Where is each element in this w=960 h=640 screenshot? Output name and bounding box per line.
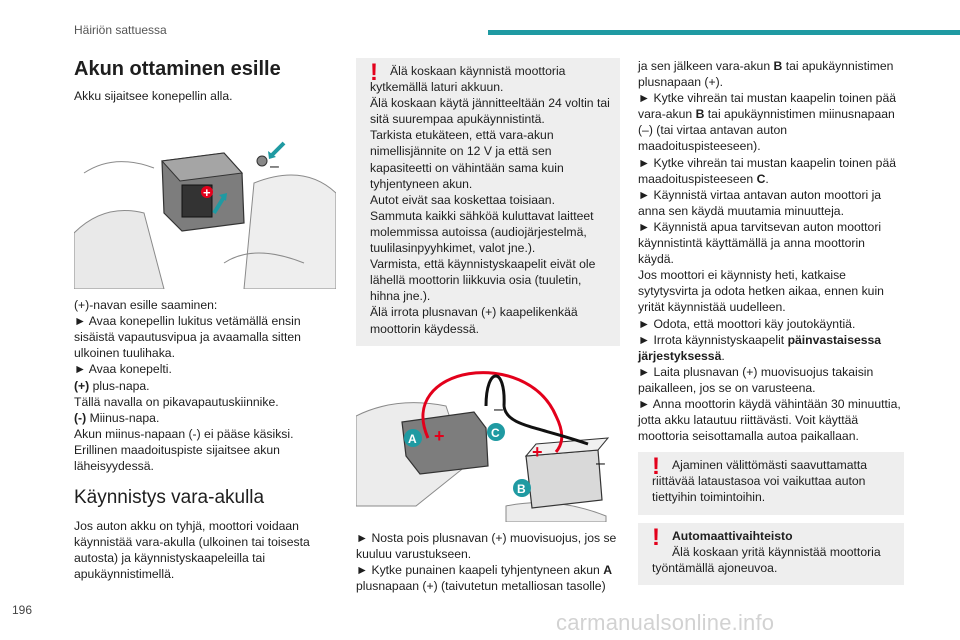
warning-line: Tarkista etukäteen, että vara-akun nimellisjännite on 12 V ja että sen kapasiteetti on vähintään sama kuin tyhjentyneen akun. bbox=[370, 128, 564, 191]
minus-label: – bbox=[596, 454, 605, 472]
warning-box-jumpstart bbox=[356, 58, 620, 346]
minus-terminal-desc: (-) Miinus-napa. bbox=[74, 410, 160, 425]
label-a: A bbox=[408, 431, 417, 446]
step-connect-red: ► Kytke punainen kaapeli tyhjentyneen akun A plusnapaan (+) (taivutetun metalliosan tasolle) bbox=[356, 562, 612, 593]
warning-line: Varmista, että käynnistyskaapelit eivät ole lähellä moottorin liikkuvia osia (tuuletin, hihna jne.). bbox=[370, 257, 596, 304]
column-1 bbox=[74, 58, 336, 583]
plus-label: + bbox=[532, 441, 543, 462]
warning-text: Älä koskaan yritä käynnistää moottoria työntämällä ajoneuvoa. bbox=[652, 544, 881, 575]
plus-label: + bbox=[203, 185, 211, 201]
header-accent-bar bbox=[488, 30, 960, 35]
column-2 bbox=[356, 58, 620, 594]
step-release-bonnet: ► Avaa konepellin lukitus vetämällä ensin sisäistä vapautusvipua ja avaamalla sitten ulkoinen tuulihaka. bbox=[74, 314, 301, 361]
retry-note: Jos moottori ei käynnisty heti, katkaise sytytysvirta ja odota hetken aikaa, ennen kuin yrität käynnistää uudelleen. bbox=[638, 268, 884, 315]
label-c: C bbox=[491, 425, 500, 440]
step-open-bonnet: ► Avaa konepelti. bbox=[74, 362, 172, 377]
step-continue: ja sen jälkeen vara-akun B tai apukäynnistimen plusnapaan (+). bbox=[638, 59, 894, 90]
battery-location-text: Akku sijaitsee konepellin alla. bbox=[74, 89, 233, 103]
warning-line: Älä koskaan käynnistä moottoria kytkemällä laturi akkuun. bbox=[370, 64, 566, 95]
plus-terminal-note: Tällä navalla on pikavapautuskiinnike. bbox=[74, 394, 279, 409]
warning-line: Älä irrota plusnavan (+) kaapelikenkää moottorin käydessä. bbox=[370, 305, 578, 336]
warning-line: Sammuta kaikki sähköä kuluttavat laitteet molemmissa autoissa (audiojärjestelmä, tuulilasinpyyhkimet, valot jne.). bbox=[370, 208, 594, 256]
plus-label: + bbox=[434, 425, 445, 446]
step-run-engine: ► Anna moottorin käydä vähintään 30 minuuttia, jotta akku latautuu riittävästi. Voit käyttää moottoria seisottamalla autoa paikallaan. bbox=[638, 396, 901, 444]
step-connect-black: ► Kytke vihreän tai mustan kaapelin toinen pää vara-akun B tai apukäynnistimen miinusnapaan (–) (tai virtaa antavan auton maadoituspisteeseen). bbox=[638, 91, 896, 154]
warning-icon: ! bbox=[652, 523, 660, 551]
label-b: B bbox=[517, 481, 526, 496]
warning-icon: ! bbox=[652, 453, 660, 481]
step-remove-cover: ► Nosta pois plusnavan (+) muovisuojus, jos se kuuluu varustukseen. bbox=[356, 530, 617, 561]
jump-cables-illustration bbox=[356, 356, 620, 522]
step-start-engine: ► Käynnistä apua tarvitsevan auton moottori käynnistintä käyttämällä ja anna moottorin käydä. bbox=[638, 219, 882, 267]
warning-line: Autot eivät saa koskettaa toisiaan. bbox=[370, 192, 555, 207]
warning-title: Automaattivaihteisto bbox=[672, 528, 793, 543]
warning-icon: ! bbox=[370, 59, 378, 86]
warning-box-auto-gearbox bbox=[638, 523, 904, 585]
step-connect-ground: ► Kytke vihreän tai mustan kaapelin toinen pää maadoituspisteeseen C. bbox=[638, 155, 896, 186]
page-number: 196 bbox=[12, 603, 33, 617]
watermark: carmanualsonline.info bbox=[556, 610, 775, 635]
step-refit-cover: ► Laita plusnavan (+) muovisuojus takaisin paikalleen, jos se on varusteena. bbox=[638, 364, 874, 395]
running-header: Häiriön sattuessa bbox=[74, 23, 167, 37]
minus-label: – bbox=[270, 158, 279, 176]
ground-point bbox=[257, 156, 267, 166]
jump-start-intro: Jos auton akku on tyhjä, moottori voidaan käynnistää vara-akulla (ulkoinen tai toisesta autosta) ja käynnistyskaapeleilla tai apukäynnistimellä. bbox=[74, 519, 310, 582]
minus-label: – bbox=[494, 400, 503, 418]
battery-illustration bbox=[74, 113, 336, 289]
step-start-donor: ► Käynnistä virtaa antavan auton moottori ja anna sen käydä muutamia minuutteja. bbox=[638, 187, 882, 218]
step-disconnect: ► Irrota käynnistyskaapelit päinvastaisessa järjestyksessä. bbox=[638, 332, 882, 363]
warning-text: Ajaminen välittömästi saavuttamatta riittävää lataustasoa voi vaikuttaa auton tiettyihin toimintoihin. bbox=[652, 458, 868, 505]
step-idle: ► Odota, että moottori käy joutokäyntiä. bbox=[638, 316, 856, 331]
plus-access-label: (+)-navan esille saaminen: bbox=[74, 298, 218, 313]
warning-box-charge bbox=[638, 452, 904, 514]
heading-battery-access: Akun ottaminen esille bbox=[74, 58, 281, 80]
column-3 bbox=[638, 58, 904, 585]
plus-terminal-desc: (+) plus-napa. bbox=[74, 378, 150, 393]
warning-line: Älä koskaan käytä jännitteeltään 24 voltin tai sitä suurempaa apukäynnistintä. bbox=[370, 96, 610, 127]
minus-terminal-note: Akun miinus-napaan (-) ei pääse käsiksi. Erillinen maadoituspiste sijaitsee akun läheisyydessä. bbox=[74, 426, 294, 474]
heading-jump-start: Käynnistys vara-akulla bbox=[74, 487, 265, 509]
